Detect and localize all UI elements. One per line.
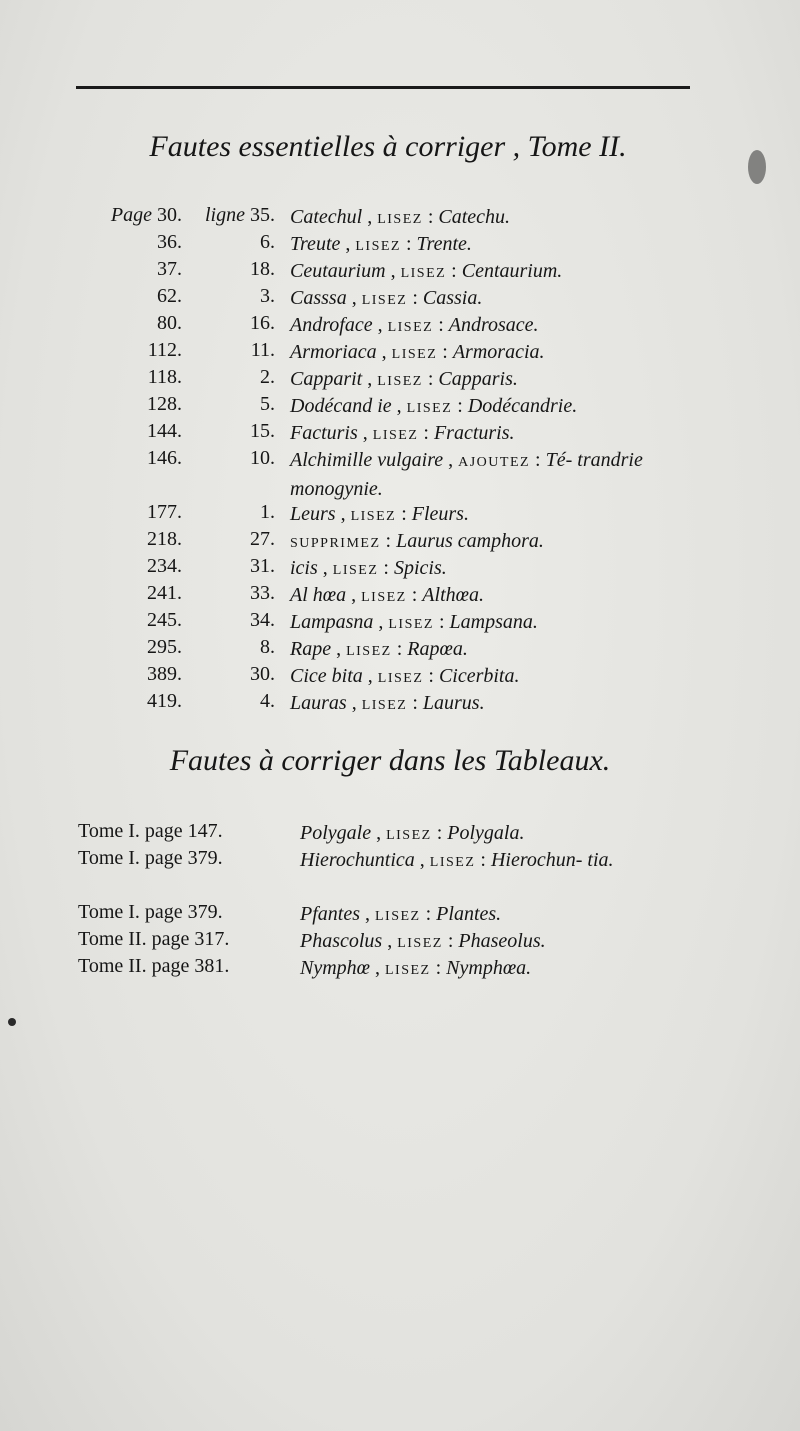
page-value: 218. <box>147 528 182 550</box>
page-value: 30. <box>157 204 182 226</box>
misprint: Ceutaurium <box>290 260 386 282</box>
instruction: LISEZ <box>400 266 447 281</box>
misprint: Alchimille vulgaire <box>290 449 444 471</box>
instruction: LISEZ <box>372 428 419 443</box>
corrected-reading: Té- trandrie monogynie. <box>290 449 643 500</box>
corrected-reading: Rapœa. <box>407 638 468 660</box>
separator: , <box>362 665 378 687</box>
page-value: 146. <box>147 447 182 469</box>
misprint: Catechul <box>290 206 363 228</box>
line-number <box>250 420 275 443</box>
correction <box>300 847 740 876</box>
separator: , <box>335 503 351 525</box>
instruction: LISEZ <box>346 644 392 659</box>
page-number <box>147 501 182 524</box>
page-number <box>148 339 182 362</box>
separator: : <box>391 638 408 660</box>
misprint: Al hœa <box>290 584 347 606</box>
page-value: 144. <box>147 420 182 442</box>
corrected-reading: Spicis. <box>393 557 447 579</box>
tables-errata-row <box>78 901 758 928</box>
correction <box>290 555 710 584</box>
misprint: Lauras <box>290 692 347 714</box>
correction <box>290 204 710 233</box>
corrected-reading: Catechu. <box>438 206 511 228</box>
page-number <box>148 366 182 389</box>
volume-page-reference: Tome I. page 379. <box>78 901 223 923</box>
errata-list <box>0 204 800 717</box>
corrected-reading: Capparis. <box>438 368 518 390</box>
tables-errata-row <box>78 820 758 847</box>
line-value: 6. <box>260 231 275 253</box>
separator: , <box>362 206 378 228</box>
separator: , <box>360 903 375 925</box>
separator: : <box>378 557 394 579</box>
page-number <box>147 528 182 551</box>
page-number <box>147 582 182 605</box>
line-value: 16. <box>250 312 275 334</box>
corrected-reading: Centaurium. <box>461 260 563 282</box>
correction <box>290 285 710 314</box>
correction <box>290 609 710 638</box>
correction <box>290 366 710 395</box>
errata-row <box>0 555 800 582</box>
separator: : <box>380 530 397 552</box>
errata-row <box>0 339 800 366</box>
instruction: LISEZ <box>388 617 434 632</box>
instruction: LISEZ <box>350 509 397 524</box>
page-number <box>147 555 182 578</box>
line-value: 1. <box>260 501 275 523</box>
correction <box>290 420 710 449</box>
errata-row <box>0 231 800 258</box>
line-number <box>260 393 275 416</box>
page-number <box>147 609 182 632</box>
line-number <box>250 312 275 335</box>
correction <box>290 636 710 665</box>
errata-row <box>0 582 800 609</box>
separator: : <box>407 692 423 714</box>
line-value: 8. <box>260 636 275 658</box>
correction <box>290 258 710 287</box>
instruction: LISEZ <box>397 936 443 951</box>
errata-row <box>0 393 800 420</box>
line-number <box>250 609 275 632</box>
page-label: Page <box>110 204 152 226</box>
line-value: 30. <box>250 663 275 685</box>
page-value: 234. <box>147 555 182 577</box>
misprint: Treute <box>290 233 341 255</box>
correction <box>290 582 710 611</box>
errata-row <box>0 312 800 339</box>
volume-page-reference: Tome I. page 379. <box>78 847 223 869</box>
page-value: 118. <box>147 366 182 388</box>
misprint: Phascolus <box>300 930 383 952</box>
line-number <box>260 231 275 254</box>
page-number <box>147 663 182 686</box>
line-label: ligne <box>205 204 245 226</box>
volume-page-reference: Tome I. page 147. <box>78 820 223 842</box>
ink-spot <box>748 150 766 184</box>
line-value: 11. <box>250 339 275 361</box>
misprint: Facturis <box>290 422 358 444</box>
errata-row <box>0 285 800 312</box>
line-value: 27. <box>250 528 275 550</box>
instruction: LISEZ <box>377 671 424 686</box>
volume-page-reference: Tome II. page 381. <box>78 955 230 977</box>
corrected-reading: Polygala. <box>447 822 525 844</box>
correction <box>290 663 710 692</box>
separator: , <box>385 260 401 282</box>
page-value: 80. <box>157 312 182 334</box>
separator: : <box>396 503 412 525</box>
instruction: LISEZ <box>377 212 423 227</box>
page-value: 245. <box>147 609 182 631</box>
page-value: 36. <box>157 231 182 253</box>
instruction: LISEZ <box>332 563 379 578</box>
line-number <box>250 447 275 470</box>
page-value: 389. <box>147 663 182 685</box>
corrected-reading: Hierochun- tia. <box>490 849 614 871</box>
corrected-reading: Androsace. <box>448 314 539 336</box>
misprint: Armoriaca <box>290 341 377 363</box>
misprint: Pfantes <box>300 903 360 925</box>
separator: : <box>530 449 546 471</box>
line-number <box>251 339 275 362</box>
correction <box>290 312 710 341</box>
separator: , <box>340 233 356 255</box>
separator: : <box>437 341 453 363</box>
separator: , <box>357 422 373 444</box>
header-rule <box>76 86 690 89</box>
corrected-reading: Cassia. <box>422 287 483 309</box>
line-number <box>250 663 275 686</box>
separator: , <box>376 341 392 363</box>
separator: , <box>346 287 362 309</box>
page-number <box>147 690 182 713</box>
corrected-reading: Nymphœa. <box>446 957 532 979</box>
separator: : <box>431 822 448 844</box>
errata-row <box>0 501 800 528</box>
instruction: SUPPRIMEZ <box>290 536 381 551</box>
tables-errata-heading: Fautes à corriger dans les Tableaux. <box>169 744 611 777</box>
separator: : <box>400 233 417 255</box>
page-value: 112. <box>147 339 182 361</box>
page-value: 419. <box>147 690 182 712</box>
separator: : <box>446 260 462 282</box>
misprint: Hierochuntica <box>300 849 415 871</box>
line-value: 34. <box>250 609 275 631</box>
page-number <box>157 312 182 335</box>
corrected-reading: Dodécandrie. <box>467 395 578 417</box>
instruction: LISEZ <box>361 698 408 713</box>
misprint: icis <box>290 557 318 579</box>
volume-page-reference: Tome II. page 317. <box>78 928 230 950</box>
separator: , <box>443 449 459 471</box>
line-value: 2. <box>260 366 275 388</box>
page-number <box>157 258 182 281</box>
tables-errata-list <box>78 820 758 982</box>
misprint: Capparit <box>290 368 363 390</box>
line-number <box>250 555 275 578</box>
separator: : <box>407 287 423 309</box>
errata-row <box>0 204 800 231</box>
correction <box>300 955 740 984</box>
corrected-reading: Fracturis. <box>433 422 515 444</box>
line-value: 10. <box>250 447 275 469</box>
page-value: 128. <box>147 393 182 415</box>
correction <box>290 501 710 530</box>
line-number <box>250 582 275 605</box>
misprint: Casssa <box>290 287 347 309</box>
errata-heading: Fautes essentielles à corriger , Tome II. <box>149 130 627 163</box>
instruction: LISEZ <box>377 374 423 389</box>
instruction: LISEZ <box>385 963 431 978</box>
page-number <box>157 231 182 254</box>
corrected-reading: Laurus. <box>422 692 485 714</box>
corrected-reading: Phaseolus. <box>458 930 546 952</box>
line-number <box>205 204 275 227</box>
separator: : <box>433 314 449 336</box>
separator: , <box>370 957 385 979</box>
line-value: 5. <box>260 393 275 415</box>
instruction: LISEZ <box>386 828 432 843</box>
instruction: LISEZ <box>375 909 421 924</box>
line-number <box>250 258 275 281</box>
line-number <box>260 285 275 308</box>
misprint: Polygale <box>300 822 372 844</box>
line-value: 18. <box>250 258 275 280</box>
separator: : <box>430 957 447 979</box>
correction <box>290 339 710 368</box>
corrected-reading: Armoracia. <box>452 341 545 363</box>
page-value: 241. <box>147 582 182 604</box>
separator: , <box>346 692 362 714</box>
correction <box>290 528 710 557</box>
page-number <box>147 636 182 659</box>
separator: , <box>346 584 362 606</box>
line-value: 35. <box>250 204 275 226</box>
page-number <box>157 285 182 308</box>
misprint: Cice bita <box>290 665 363 687</box>
line-number <box>260 690 275 713</box>
page-value: 177. <box>147 501 182 523</box>
misprint: Androface <box>290 314 373 336</box>
misprint: Leurs <box>290 503 336 525</box>
page-number <box>147 393 182 416</box>
separator: , <box>414 849 430 871</box>
line-value: 15. <box>250 420 275 442</box>
instruction: LISEZ <box>361 293 408 308</box>
misprint: Dodécand ie <box>290 395 392 417</box>
separator: : <box>433 611 450 633</box>
separator: : <box>452 395 468 417</box>
correction <box>290 447 710 503</box>
correction <box>290 690 710 719</box>
line-number <box>260 636 275 659</box>
corrected-reading: Cicerbita. <box>438 665 520 687</box>
errata-row <box>0 609 800 636</box>
errata-row <box>0 420 800 447</box>
separator: , <box>382 930 398 952</box>
line-value: 4. <box>260 690 275 712</box>
errata-row <box>0 690 800 717</box>
separator: , <box>317 557 333 579</box>
misprint: Lampasna <box>290 611 374 633</box>
misprint: Rape <box>290 638 332 660</box>
errata-row <box>0 258 800 285</box>
corrected-reading: Fleurs. <box>411 503 469 525</box>
correction <box>290 393 710 422</box>
separator: : <box>422 206 439 228</box>
instruction: LISEZ <box>361 590 407 605</box>
instruction: LISEZ <box>387 320 434 335</box>
separator: , <box>372 314 388 336</box>
corrected-reading: Althœa. <box>422 584 484 606</box>
instruction: LISEZ <box>391 347 438 362</box>
instruction: LISEZ <box>355 239 401 254</box>
separator: : <box>406 584 423 606</box>
correction <box>300 820 740 849</box>
separator: , <box>331 638 347 660</box>
line-number <box>250 528 275 551</box>
instruction: LISEZ <box>406 401 453 416</box>
correction <box>300 928 740 957</box>
instruction: AJOUTEZ <box>458 455 531 470</box>
corrected-reading: Laurus camphora. <box>396 530 544 552</box>
errata-row <box>0 663 800 690</box>
separator: : <box>422 368 439 390</box>
errata-row <box>0 528 800 555</box>
page-value: 37. <box>157 258 182 280</box>
line-number <box>260 501 275 524</box>
line-value: 31. <box>250 555 275 577</box>
line-value: 33. <box>250 582 275 604</box>
tables-errata-row <box>78 847 758 901</box>
correction <box>300 901 740 930</box>
separator: , <box>391 395 407 417</box>
tables-errata-row <box>78 928 758 955</box>
ink-spot <box>8 1018 16 1026</box>
corrected-reading: Plantes. <box>436 903 502 925</box>
separator: : <box>418 422 434 444</box>
separator: , <box>362 368 378 390</box>
correction <box>290 231 710 260</box>
page-value: 295. <box>147 636 182 658</box>
corrected-reading: Lampsana. <box>449 611 538 633</box>
errata-row <box>0 447 800 501</box>
separator: : <box>442 930 459 952</box>
corrected-reading: Trente. <box>416 233 472 255</box>
line-value: 3. <box>260 285 275 307</box>
errata-row <box>0 366 800 393</box>
page-number <box>147 447 182 470</box>
separator: , <box>371 822 387 844</box>
separator: : <box>423 665 439 687</box>
page-number <box>111 204 182 227</box>
page-value: 62. <box>157 285 182 307</box>
instruction: LISEZ <box>429 855 476 870</box>
separator: : <box>420 903 437 925</box>
misprint: Nymphœ <box>300 957 370 979</box>
separator: : <box>475 849 491 871</box>
tables-errata-row <box>78 955 758 982</box>
page-number <box>147 420 182 443</box>
separator: , <box>373 611 389 633</box>
errata-row <box>0 636 800 663</box>
line-number <box>260 366 275 389</box>
